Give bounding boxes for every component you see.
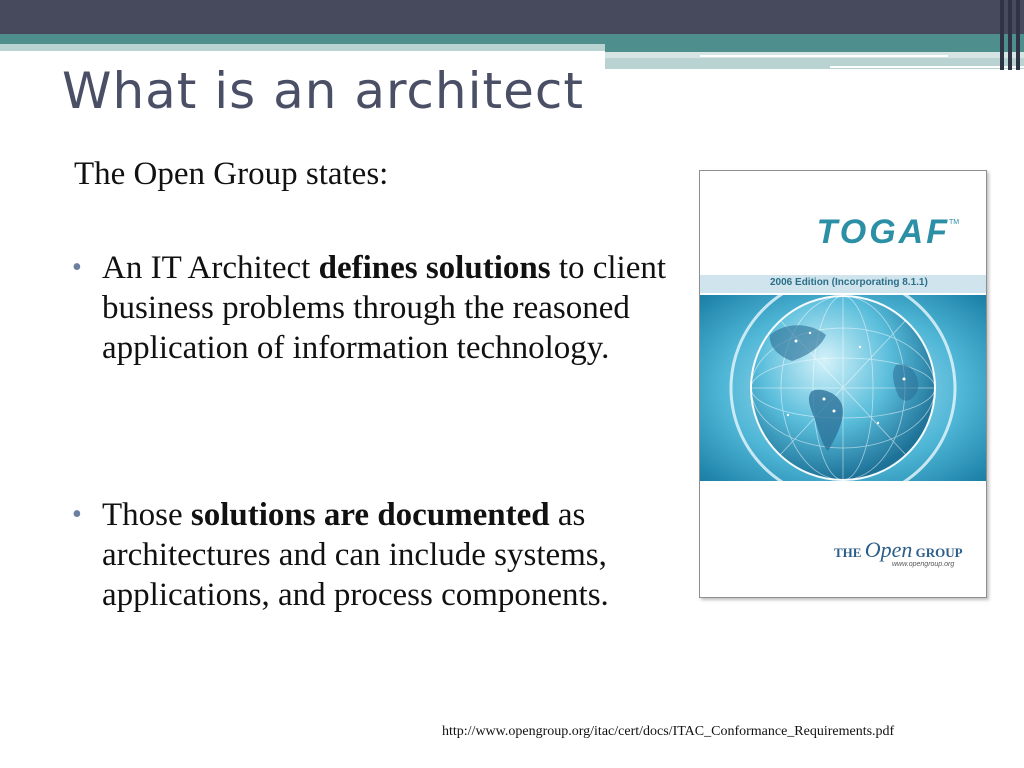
logo-suffix: GROUP (915, 545, 963, 560)
bullet-text: Those (102, 497, 191, 533)
bullet-text: An IT Architect (102, 250, 319, 286)
book-title: TOGAF (816, 213, 950, 251)
banner-teal-bar (0, 34, 1024, 44)
banner-accent-line (700, 55, 948, 57)
togaf-book-cover (699, 170, 987, 598)
bullet-item (102, 495, 692, 615)
logo-prefix: THE (834, 545, 862, 560)
bullet-item (102, 248, 692, 368)
globe-icon (700, 295, 986, 481)
intro-text: The Open Group states: (74, 156, 389, 192)
banner-dark-bar (0, 0, 1024, 34)
slide-title: What is an architect (62, 62, 584, 120)
book-edition: 2006 Edition (Incorporating 8.1.1) (770, 277, 928, 288)
banner-right-teal (605, 44, 1024, 52)
bullet-text: as architectures and can include systems, applications, and process components. (102, 497, 609, 613)
book-publisher-url: www.opengroup.org (892, 561, 955, 568)
logo-open: Open (864, 537, 913, 562)
banner-stripe (1008, 0, 1012, 70)
globe-image (700, 295, 986, 481)
bullet-bold-text: defines solutions (318, 250, 551, 286)
book-trademark: TM (949, 219, 960, 226)
banner-accent-line (830, 66, 1024, 68)
source-url: http://www.opengroup.org/itac/cert/docs/ITAC_Conformance_Requirements.pdf (442, 724, 895, 739)
bullet-bold-text: solutions are documented (190, 497, 550, 533)
bullet-text: to client business problems through the reasoned application of information technology. (102, 250, 667, 366)
banner-stripe (1016, 0, 1020, 70)
open-group-logo (834, 537, 963, 563)
banner-stripe (1000, 0, 1004, 70)
